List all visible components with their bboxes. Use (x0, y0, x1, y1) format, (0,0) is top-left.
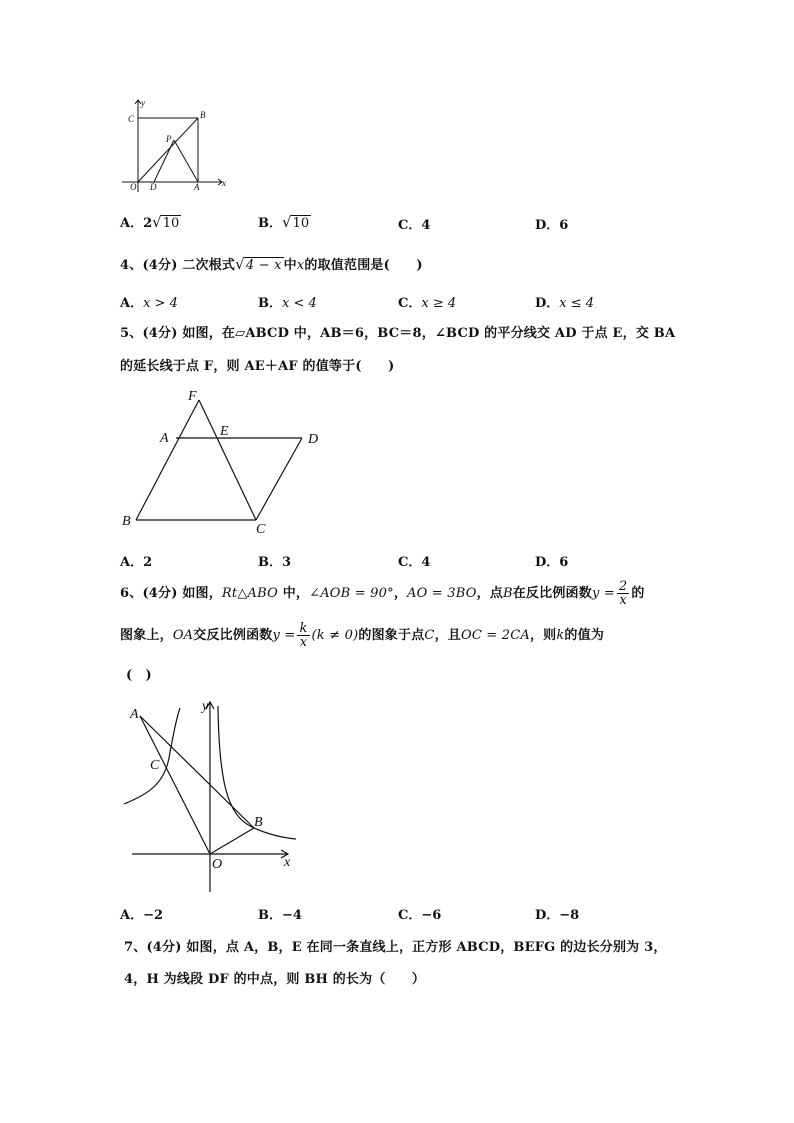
fraction-numerator: k (299, 621, 308, 636)
label-o: O (130, 182, 137, 192)
segment-dp (154, 140, 174, 182)
label-o: O (212, 857, 223, 872)
label-y: y (202, 699, 209, 714)
q4-option-d-label: D． (535, 296, 560, 311)
q4-option-a-expr: x > 4 (143, 296, 178, 311)
line-bf (136, 400, 199, 520)
q6-option-d[interactable]: D．−8 (535, 908, 580, 923)
q6-text: ，且 (434, 628, 461, 643)
label-a: A (194, 182, 200, 192)
fraction-numerator: 2 (618, 579, 628, 594)
fraction-denominator: x (299, 635, 308, 650)
q6-math-k-nonzero: (k ≠ 0) (311, 628, 359, 643)
label-x: x (222, 178, 226, 188)
hyperbola-second-quadrant (124, 708, 180, 804)
label-b: B (200, 110, 206, 120)
label-e: E (220, 424, 229, 439)
q5-option-b[interactable]: B．3 (258, 555, 292, 570)
q6-option-a[interactable]: A．−2 (120, 908, 164, 923)
q6-text: 图象上， (120, 628, 173, 643)
label-f: F (188, 389, 197, 404)
q4-variable: x (296, 258, 305, 273)
figure-hyperbola-triangle (118, 694, 306, 894)
q3-option-d[interactable]: D．6 (535, 218, 569, 233)
q6-math-angle: ∠AOB = 90° (309, 586, 394, 601)
q3-option-a-radicand: 10 (162, 216, 180, 231)
q4-stem-mid: 中 (283, 258, 297, 273)
q4-option-d[interactable] (535, 292, 594, 311)
q6-fraction-2-over-x (617, 580, 629, 607)
q3-option-c[interactable]: C．4 (398, 218, 431, 233)
q4-stem (120, 254, 423, 273)
segment-ob (210, 828, 254, 854)
q7-stem-line1: 7、(4分) 如图，点 A，B，E 在同一条直线上，正方形 ABCD，BEFG 的边长分别为 3， (124, 940, 667, 955)
q4-stem-prefix: 4、(4分) 二次根式 (120, 258, 236, 273)
segment-pa (174, 140, 198, 182)
q6-math-y: y = (272, 628, 296, 643)
q4-option-b[interactable] (258, 292, 317, 311)
label-b: B (122, 514, 131, 529)
q6-text: ，则 (529, 628, 557, 643)
q6-stem-line3: ( ) (126, 668, 152, 683)
q7-stem-line2: 4，H 为线段 DF 的中点，则 BH 的长为（ ） (124, 972, 426, 987)
q5-option-d[interactable]: D．6 (535, 555, 569, 570)
q6-math-b: B (502, 586, 513, 601)
q6-math-y: y = (591, 586, 615, 601)
q6-math-oc: OC = 2CA (460, 628, 530, 643)
q4-option-a-label: A． (120, 296, 144, 311)
label-c: C (256, 522, 266, 536)
label-c: C (150, 758, 160, 773)
radical-sign-icon: √ (152, 213, 162, 231)
q6-fraction-k-over-x (297, 622, 309, 649)
label-c: C (128, 114, 135, 124)
fraction-denominator: x (619, 593, 627, 608)
q3-option-a[interactable] (120, 212, 181, 231)
q4-stem-suffix: 的取值范围是( ) (304, 258, 423, 273)
q4-option-d-expr: x ≤ 4 (559, 296, 595, 311)
label-p: P (166, 134, 172, 144)
q6-text: 的图象于点 (358, 628, 425, 643)
q6-math-k: k (556, 628, 565, 643)
segment-ao (140, 716, 210, 854)
q6-text: 的值为 (564, 628, 605, 643)
q3-option-b-radicand: 10 (292, 216, 310, 231)
q5-option-c[interactable]: C．4 (398, 555, 431, 570)
q6-text: ，点 (476, 586, 503, 601)
label-d: D (308, 432, 319, 447)
q4-option-c[interactable] (398, 292, 456, 311)
q3-option-a-prefix: A．2 (120, 216, 153, 231)
q4-option-c-expr: x ≥ 4 (421, 296, 457, 311)
label-d: D (150, 182, 157, 192)
q5-stem-line2: 的延长线于点 F，则 AE＋AF 的值等于( ) (120, 359, 395, 374)
radical-sign-icon: √ (282, 213, 292, 231)
q6-text: 在反比例函数 (512, 586, 592, 601)
q3-option-b[interactable] (258, 212, 311, 231)
label-y: y (141, 98, 145, 108)
q4-option-a[interactable] (120, 292, 178, 311)
q5-stem-line1: 5、(4分) 如图，在▱ABCD 中，AB＝6，BC＝8，∠BCD 的平分线交 AD 于点 E，交 BA (120, 326, 676, 341)
q6-option-c[interactable]: C．−6 (398, 908, 442, 923)
figure-parallelogram (118, 384, 330, 536)
q6-text: 的 (631, 586, 645, 601)
q5-option-a[interactable]: A．2 (120, 555, 153, 570)
q6-math-rt-abo: Rt△ABO (221, 586, 278, 601)
q6-math-c: C (424, 628, 435, 643)
q4-option-b-expr: x < 4 (282, 296, 317, 311)
q6-stem-line1 (120, 578, 645, 610)
label-x: x (284, 855, 291, 870)
q6-stem-line2 (120, 620, 604, 652)
q4-option-b-label: B． (258, 296, 282, 311)
q6-text: 交反比例函数 (193, 628, 273, 643)
q4-option-c-label: C． (398, 296, 422, 311)
q6-option-b[interactable]: B．−4 (258, 908, 302, 923)
q4-radicand: 4 − x (245, 258, 282, 273)
line-cf (199, 400, 256, 520)
label-a: A (130, 707, 139, 722)
label-a: A (160, 431, 169, 446)
label-b: B (254, 815, 263, 830)
q6-text: ， (393, 586, 408, 601)
q6-text: 6、(4分) 如图， (120, 586, 222, 601)
figure-square-oabc (118, 96, 238, 194)
q6-math-ao: AO = 3BO (407, 586, 477, 601)
diagonal-ob (138, 118, 198, 182)
q6-text: 中， (277, 586, 310, 601)
q3-option-b-prefix: B． (258, 216, 282, 231)
side-dc (256, 438, 302, 520)
radical-sign-icon: √ (235, 255, 245, 273)
q6-math-oa: OA (172, 628, 194, 643)
